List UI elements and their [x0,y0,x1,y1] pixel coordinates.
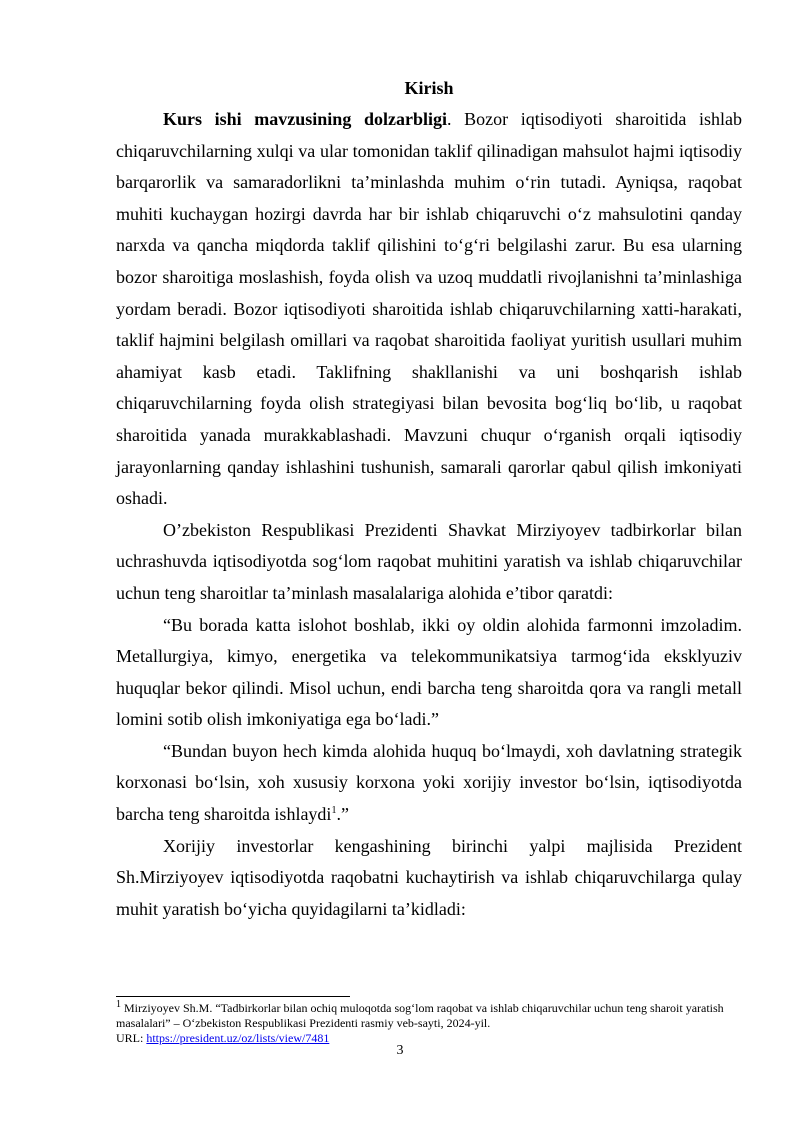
footnote-marker: 1 [116,999,121,1010]
footnote-divider [116,996,350,997]
paragraph-president: O’zbekiston Respublikasi Prezidenti Shavkat Mirziyoyev tadbirkorlar bilan uchrashuvda iqtisodiyotda sog‘lom raqobat muhitini yaratish va ishlab chiqaruvchilar uchun teng sharoitlar ta’minlash masalalariga alohida e’tibor qaratdi: [116,519,742,603]
quote-paragraph-2 [116,736,742,831]
paragraph-investors: Xorijiy investorlar kengashining birinchi yalpi majlisida Prezident Sh.Mirziyoyev iqtisodiyotda raqobatni kuchaytirish va ishlab chiqaruvchilarga qulay muhit yaratish bo‘yicha quyidagilarni ta’kidladi: [116,835,742,919]
paragraph-relevance [116,104,742,515]
footnote-url-label: URL: [116,1031,147,1045]
page-number: 3 [396,1043,404,1058]
footnote-area [116,1001,744,1046]
quote-text: “Bundan buyon hech kimda alohida huquq bo‘lmaydi, xoh davlatning strategik korxonasi bo‘lsin, xoh xususiy korxona yoki xorijiy investor bo‘lsin, iqtisodiyotda barcha teng sharoitda ishlaydi [116,740,742,825]
paragraph-text: . Bozor iqtisodiyoti sharoitida ishlab chiqaruvchilarning xulqi va ular tomonidan taklif qilinadigan mahsulot hajmi iqtisodiy barqarorlik va samaradorlikni ta’minlashda muhim o‘rin tutadi. Ayniqsa, raqobat muhiti kuchaygan hozirgi davrda har bir ishlab chiqaruvchi o‘z mahsulotini qanday narxda va qancha miqdorda taklif qilishini to‘g‘ri belgilashi zarur. Bu esa ularning bozor sharoitiga moslashish, foyda olish va uzoq muddatli rivojlanishni ta’minlashiga yordam beradi. Bozor iqtisodiyoti sharoitida ishlab chiqaruvchilarning xatti-harakati, taklif hajmini belgilash omillari va raqobat sharoitida faoliyat yuritish usullari muhim ahamiyat kasb etadi. Taklifning shakllanishi va uni boshqarish ishlab chiqaruvchilarning foyda olish strategiyasi bilan bevosita bog‘liq bo‘lib, u raqobat sharoitida yanada murakkablashadi. Mavzuni chuqur o‘rganish orqali iqtisodiy jarayonlarning qanday ishlashini tushunish, samarali qarorlar qabul qilish imkoniyati oshadi. [116,109,742,509]
paragraph-lead: Kurs ishi mavzusining dolzarbligi [163,109,447,129]
footnote-citation: Mirziyoyev Sh.M. “Tadbirkorlar bilan ochiq muloqotda sog‘lom raqobat va ishlab chiqaruvchilar uchun teng sharoit yaratish masalalari” – O‘zbekiston Respublikasi Prezidenti rasmiy veb-sayti, 2024-yil. [116,1001,724,1030]
footnote-reference[interactable]: 1 [331,805,337,817]
section-title: Kirish [404,78,454,98]
quote-tail: .” [336,804,349,825]
footnote-text [116,1001,744,1031]
document-body [116,74,742,925]
quote-paragraph-1: “Bu borada katta islohot boshlab, ikki oy oldin alohida farmonni imzoladim. Metallurgiya, kimyo, energetika va telekommunikatsiya tarmog‘ida eksklyuziv huquqlar bekor qilindi. Misol uchun, endi barcha teng sharoitda qora va rangli metall lomini sotib olish imkoniyatiga ega bo‘ladi.” [116,614,742,730]
footnote-url-link[interactable]: https://president.uz/oz/lists/view/7481 [146,1031,330,1045]
